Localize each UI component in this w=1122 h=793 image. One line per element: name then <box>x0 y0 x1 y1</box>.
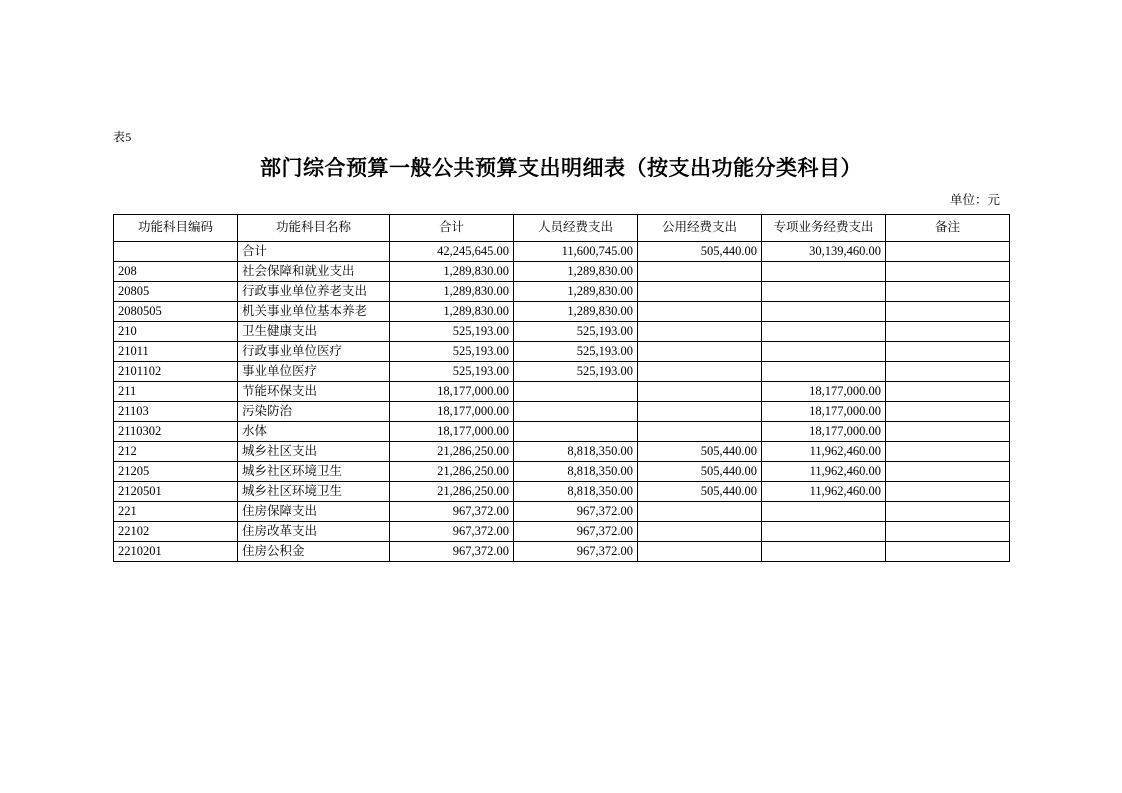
cell-remark <box>886 482 1010 502</box>
cell-total: 967,372.00 <box>390 542 514 562</box>
cell-personnel: 525,193.00 <box>514 342 638 362</box>
column-header-name: 功能科目名称 <box>238 215 390 242</box>
cell-special <box>762 262 886 282</box>
cell-special <box>762 502 886 522</box>
table-row <box>114 482 1010 502</box>
cell-name: 合计 <box>238 242 390 262</box>
cell-name: 卫生健康支出 <box>238 322 390 342</box>
cell-special <box>762 542 886 562</box>
cell-total: 967,372.00 <box>390 502 514 522</box>
cell-public <box>638 402 762 422</box>
cell-total: 1,289,830.00 <box>390 302 514 322</box>
cell-remark <box>886 342 1010 362</box>
cell-special: 18,177,000.00 <box>762 382 886 402</box>
cell-name: 行政事业单位养老支出 <box>238 282 390 302</box>
table-row <box>114 262 1010 282</box>
cell-code: 221 <box>114 502 238 522</box>
cell-personnel: 8,818,350.00 <box>514 442 638 462</box>
cell-remark <box>886 442 1010 462</box>
cell-code: 208 <box>114 262 238 282</box>
cell-public <box>638 282 762 302</box>
table-row <box>114 442 1010 462</box>
cell-special: 11,962,460.00 <box>762 462 886 482</box>
cell-personnel: 967,372.00 <box>514 542 638 562</box>
cell-personnel: 967,372.00 <box>514 522 638 542</box>
cell-code: 211 <box>114 382 238 402</box>
cell-total: 21,286,250.00 <box>390 482 514 502</box>
cell-name: 城乡社区支出 <box>238 442 390 462</box>
cell-remark <box>886 422 1010 442</box>
cell-name: 住房保障支出 <box>238 502 390 522</box>
cell-remark <box>886 542 1010 562</box>
cell-code: 210 <box>114 322 238 342</box>
cell-public <box>638 382 762 402</box>
cell-total: 525,193.00 <box>390 362 514 382</box>
table-row <box>114 422 1010 442</box>
cell-personnel: 967,372.00 <box>514 502 638 522</box>
cell-personnel: 1,289,830.00 <box>514 282 638 302</box>
table-row <box>114 342 1010 362</box>
cell-name: 城乡社区环境卫生 <box>238 482 390 502</box>
cell-name: 住房改革支出 <box>238 522 390 542</box>
cell-personnel: 8,818,350.00 <box>514 462 638 482</box>
cell-personnel: 11,600,745.00 <box>514 242 638 262</box>
cell-code: 2080505 <box>114 302 238 322</box>
table-header <box>114 215 1010 242</box>
table-row <box>114 242 1010 262</box>
cell-special: 11,962,460.00 <box>762 442 886 462</box>
cell-total: 525,193.00 <box>390 342 514 362</box>
column-header-remark: 备注 <box>886 215 1010 242</box>
cell-public <box>638 522 762 542</box>
cell-code: 2210201 <box>114 542 238 562</box>
cell-special <box>762 342 886 362</box>
cell-special: 11,962,460.00 <box>762 482 886 502</box>
cell-remark <box>886 402 1010 422</box>
cell-personnel: 525,193.00 <box>514 362 638 382</box>
cell-remark <box>886 302 1010 322</box>
cell-special: 18,177,000.00 <box>762 422 886 442</box>
unit-label: 单位：元 <box>949 193 1000 207</box>
cell-personnel <box>514 382 638 402</box>
cell-remark <box>886 282 1010 302</box>
cell-public <box>638 342 762 362</box>
table-row <box>114 502 1010 522</box>
budget-table <box>113 214 1010 562</box>
cell-total: 967,372.00 <box>390 522 514 542</box>
cell-name: 城乡社区环境卫生 <box>238 462 390 482</box>
column-header-personnel: 人员经费支出 <box>514 215 638 242</box>
cell-name: 社会保障和就业支出 <box>238 262 390 282</box>
cell-code: 2101102 <box>114 362 238 382</box>
cell-total: 525,193.00 <box>390 322 514 342</box>
table-row <box>114 462 1010 482</box>
cell-code: 2110302 <box>114 422 238 442</box>
table-row <box>114 302 1010 322</box>
cell-total: 42,245,645.00 <box>390 242 514 262</box>
cell-personnel: 525,193.00 <box>514 322 638 342</box>
cell-public: 505,440.00 <box>638 462 762 482</box>
cell-name: 污染防治 <box>238 402 390 422</box>
column-header-code: 功能科目编码 <box>114 215 238 242</box>
cell-name: 节能环保支出 <box>238 382 390 402</box>
cell-public: 505,440.00 <box>638 482 762 502</box>
cell-personnel: 1,289,830.00 <box>514 302 638 322</box>
cell-special: 18,177,000.00 <box>762 402 886 422</box>
table-header-row <box>114 215 1010 242</box>
cell-public <box>638 362 762 382</box>
cell-name: 机关事业单位基本养老 <box>238 302 390 322</box>
table-body <box>114 242 1010 562</box>
cell-name: 水体 <box>238 422 390 442</box>
cell-personnel <box>514 402 638 422</box>
cell-total: 21,286,250.00 <box>390 442 514 462</box>
table-row <box>114 322 1010 342</box>
cell-remark <box>886 322 1010 342</box>
cell-code: 21205 <box>114 462 238 482</box>
cell-personnel <box>514 422 638 442</box>
cell-code: 212 <box>114 442 238 462</box>
cell-total: 18,177,000.00 <box>390 422 514 442</box>
cell-remark <box>886 242 1010 262</box>
cell-public <box>638 502 762 522</box>
cell-remark <box>886 362 1010 382</box>
cell-name: 行政事业单位医疗 <box>238 342 390 362</box>
cell-remark <box>886 262 1010 282</box>
page-title: 部门综合预算一般公共预算支出明细表（按支出功能分类科目） <box>260 156 862 180</box>
cell-remark <box>886 502 1010 522</box>
cell-special <box>762 282 886 302</box>
cell-personnel: 1,289,830.00 <box>514 262 638 282</box>
cell-public <box>638 322 762 342</box>
cell-public: 505,440.00 <box>638 442 762 462</box>
cell-public: 505,440.00 <box>638 242 762 262</box>
cell-total: 18,177,000.00 <box>390 402 514 422</box>
table-row <box>114 282 1010 302</box>
cell-public <box>638 262 762 282</box>
table-row <box>114 402 1010 422</box>
cell-public <box>638 422 762 442</box>
cell-special <box>762 522 886 542</box>
cell-code: 2120501 <box>114 482 238 502</box>
cell-code <box>114 242 238 262</box>
cell-personnel: 8,818,350.00 <box>514 482 638 502</box>
table-label: 表5 <box>113 130 132 144</box>
column-header-total: 合计 <box>390 215 514 242</box>
cell-remark <box>886 382 1010 402</box>
cell-code: 20805 <box>114 282 238 302</box>
cell-remark <box>886 462 1010 482</box>
cell-public <box>638 302 762 322</box>
cell-special <box>762 322 886 342</box>
table-row <box>114 362 1010 382</box>
cell-special <box>762 302 886 322</box>
cell-remark <box>886 522 1010 542</box>
table-row <box>114 542 1010 562</box>
cell-name: 住房公积金 <box>238 542 390 562</box>
cell-code: 21103 <box>114 402 238 422</box>
column-header-public: 公用经费支出 <box>638 215 762 242</box>
table-row <box>114 522 1010 542</box>
column-header-special: 专项业务经费支出 <box>762 215 886 242</box>
table-row <box>114 382 1010 402</box>
cell-total: 1,289,830.00 <box>390 262 514 282</box>
cell-special <box>762 362 886 382</box>
cell-total: 21,286,250.00 <box>390 462 514 482</box>
cell-code: 22102 <box>114 522 238 542</box>
cell-total: 18,177,000.00 <box>390 382 514 402</box>
cell-special: 30,139,460.00 <box>762 242 886 262</box>
cell-public <box>638 542 762 562</box>
cell-name: 事业单位医疗 <box>238 362 390 382</box>
cell-code: 21011 <box>114 342 238 362</box>
cell-total: 1,289,830.00 <box>390 282 514 302</box>
